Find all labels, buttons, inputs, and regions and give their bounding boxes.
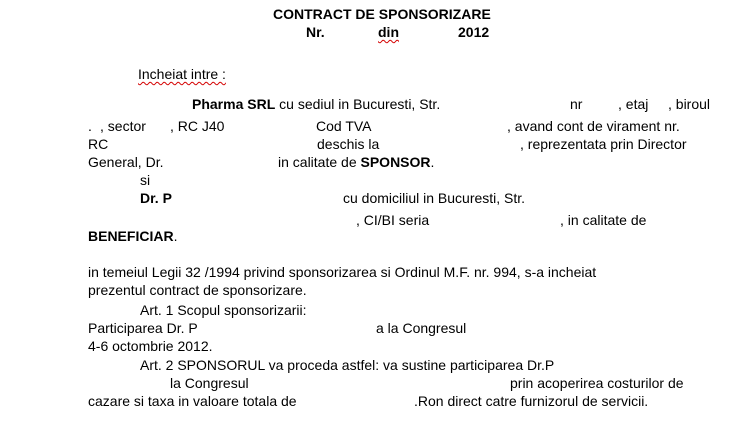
art2-text-b: la Congresul <box>170 375 249 391</box>
beneficiary-ci: , CI/BI seria <box>356 212 430 228</box>
company-seat: cu sediul in Bucuresti, Str. <box>279 96 441 112</box>
party1-general: General, Dr. <box>88 154 164 170</box>
date-label: din <box>378 24 399 40</box>
and-connector: si <box>140 172 151 188</box>
party1-role-line <box>278 154 434 170</box>
party1-biroul: , biroul <box>668 96 711 112</box>
legal-basis-line2: prezentul contract de sponsorizare. <box>88 282 307 298</box>
party1-rc: , RC J40 <box>170 118 225 134</box>
art2-text-c: prin acoperirea costurilor de <box>510 375 684 391</box>
company-name: Pharma SRL <box>192 96 276 112</box>
beneficiary-role: BENEFICIAR <box>88 228 174 244</box>
sponsor-period: . <box>430 154 435 170</box>
party1-account: , avand cont de virament nr. <box>507 118 680 134</box>
art1-title: Art. 1 Scopul sponsorizarii: <box>140 302 307 318</box>
art1-dates: 4-6 octombrie 2012. <box>88 338 213 354</box>
party1-sector: , sector <box>100 118 146 134</box>
document-title: CONTRACT DE SPONSORIZARE <box>273 6 491 22</box>
party1-line1 <box>192 96 440 112</box>
intro-text: Incheiat intre : <box>138 66 226 82</box>
beneficiary-domicile: cu domiciliul in Bucuresti, Str. <box>343 190 526 206</box>
legal-basis-line1: in temeiul Legii 32 /1994 privind sponsorizarea si Ordinul M.F. nr. 994, s-a incheiat <box>88 264 597 280</box>
party1-cod-tva: Cod TVA <box>316 118 372 134</box>
party1-represented: , reprezentata prin Director <box>520 136 687 152</box>
beneficiary-name: Dr. P <box>140 190 172 206</box>
party1-deschis: deschis la <box>317 136 380 152</box>
art1-text-b: a la Congresul <box>376 320 467 336</box>
contract-year: 2012 <box>458 24 490 40</box>
art2-text-a: Art. 2 SPONSORUL va proceda astfel: va sustine participarea Dr.P <box>140 357 555 373</box>
art1-text-a: Participarea Dr. P <box>88 320 198 336</box>
party1-nr: nr <box>570 96 583 112</box>
art2-text-d: cazare si taxa in valoare totala de <box>88 393 297 409</box>
intro-line <box>138 66 226 82</box>
beneficiary-calitate: , in calitate de <box>560 212 647 228</box>
beneficiary-period: . <box>173 228 178 244</box>
party1-dot: . <box>88 118 92 134</box>
party1-rc-start: RC <box>88 136 109 152</box>
art2-text-e: .Ron direct catre furnizorul de servicii. <box>414 393 649 409</box>
contract-number-label: Nr. <box>306 24 325 40</box>
sponsor-role: SPONSOR <box>360 154 431 170</box>
calitate-text: in calitate de <box>278 154 357 170</box>
beneficiary-role-line <box>88 228 177 244</box>
party1-etaj: , etaj <box>618 96 649 112</box>
